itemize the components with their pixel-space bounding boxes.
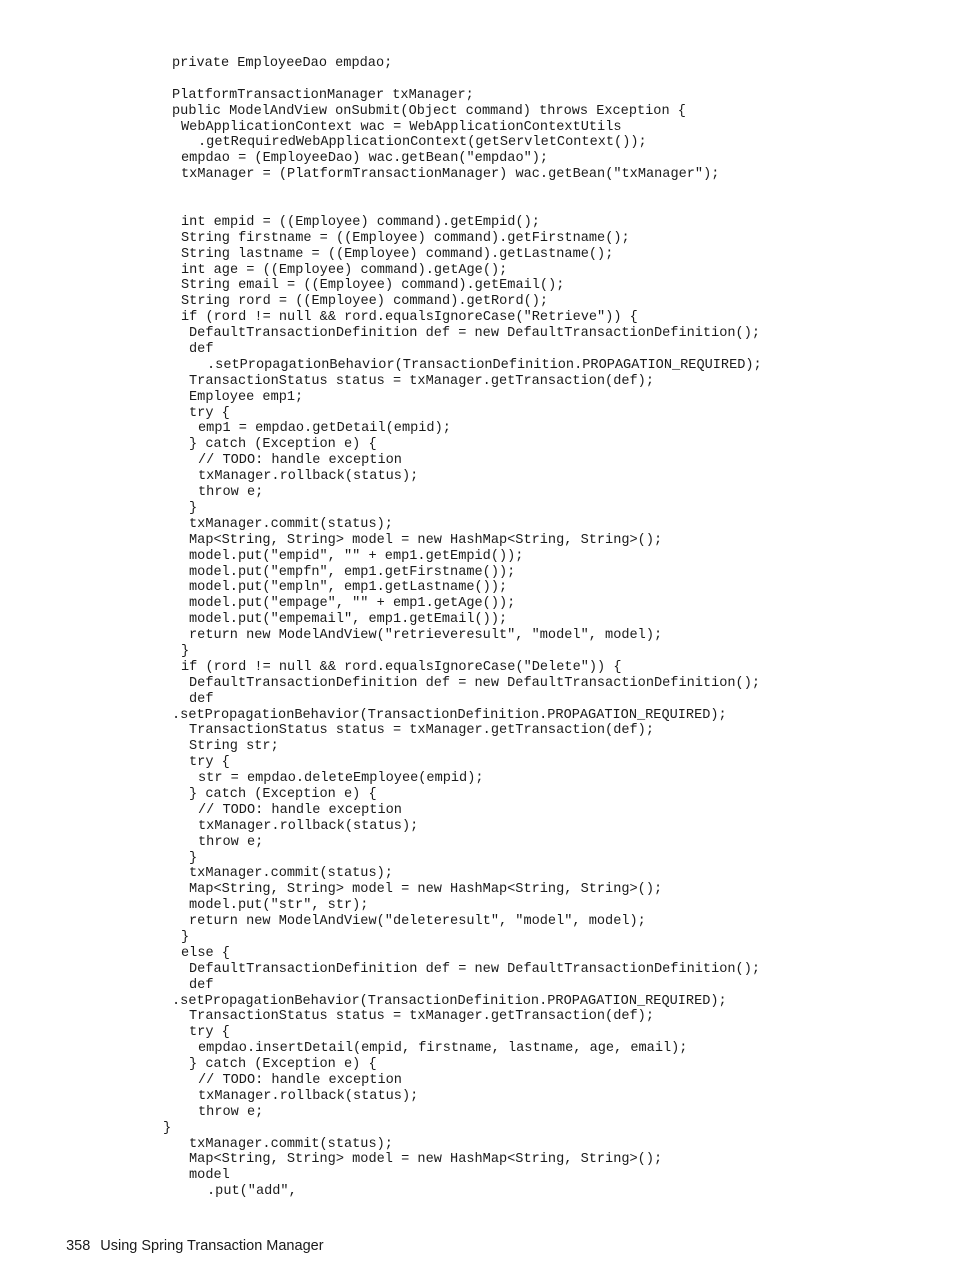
code-line: else { bbox=[181, 945, 230, 961]
code-line: if (rord != null && rord.equalsIgnoreCase("Delete")) { bbox=[181, 659, 622, 675]
code-line: def bbox=[189, 977, 214, 993]
code-line: if (rord != null && rord.equalsIgnoreCase("Retrieve")) { bbox=[181, 310, 638, 326]
code-line: String firstname = ((Employee) command).getFirstname(); bbox=[181, 230, 630, 246]
code-line: int age = ((Employee) command).getAge(); bbox=[181, 262, 508, 278]
code-line: str = empdao.deleteEmployee(empid); bbox=[198, 771, 484, 787]
code-line: .put("add", bbox=[207, 1184, 297, 1200]
code-line bbox=[0, 183, 954, 199]
code-line: String str; bbox=[189, 739, 279, 755]
page-footer bbox=[58, 1222, 324, 1254]
code-line: model.put("empemail", emp1.getEmail()); bbox=[189, 612, 508, 628]
code-line: } catch (Exception e) { bbox=[189, 1057, 377, 1073]
code-line: TransactionStatus status = txManager.getTransaction(def); bbox=[189, 723, 654, 739]
code-line: txManager.rollback(status); bbox=[198, 818, 419, 834]
code-line: try { bbox=[189, 1025, 230, 1041]
code-line: Employee emp1; bbox=[189, 389, 304, 405]
code-line: throw e; bbox=[198, 1104, 264, 1120]
code-line: // TODO: handle exception bbox=[198, 453, 402, 469]
code-line: model.put("empln", emp1.getLastname()); bbox=[189, 580, 508, 596]
code-line: txManager = (PlatformTransactionManager) wac.getBean("txManager"); bbox=[181, 167, 720, 183]
code-line: } catch (Exception e) { bbox=[189, 786, 377, 802]
code-line: txManager.rollback(status); bbox=[198, 1088, 419, 1104]
code-line: throw e; bbox=[198, 485, 264, 501]
code-line: // TODO: handle exception bbox=[198, 1073, 402, 1088]
page-number: 358 bbox=[66, 1238, 91, 1254]
code-line: TransactionStatus status = txManager.getTransaction(def); bbox=[189, 373, 654, 389]
code-line bbox=[0, 72, 954, 88]
code-line: model.put("str", str); bbox=[189, 898, 369, 914]
code-line: .setPropagationBehavior(TransactionDefinition.PROPAGATION_REQUIRED); bbox=[172, 707, 727, 723]
code-line: public ModelAndView onSubmit(Object command) throws Exception { bbox=[172, 103, 686, 119]
code-line: } bbox=[181, 929, 190, 945]
code-line: model.put("empfn", emp1.getFirstname()); bbox=[189, 564, 516, 580]
code-line: private EmployeeDao empdao; bbox=[172, 56, 393, 71]
code-line: DefaultTransactionDefinition def = new DefaultTransactionDefinition(); bbox=[189, 961, 761, 977]
code-line: emp1 = empdao.getDetail(empid); bbox=[198, 421, 451, 437]
code-line: txManager.rollback(status); bbox=[198, 469, 419, 485]
code-line: TransactionStatus status = txManager.getTransaction(def); bbox=[189, 1009, 654, 1025]
code-line: txManager.commit(status); bbox=[189, 1136, 393, 1152]
code-line: return new ModelAndView("deleteresult", "model", model); bbox=[189, 914, 646, 930]
code-line: Map<String, String> model = new HashMap<String, String>(); bbox=[189, 532, 663, 548]
code-line: model.put("empage", "" + emp1.getAge()); bbox=[189, 596, 516, 612]
code-line: .setPropagationBehavior(TransactionDefinition.PROPAGATION_REQUIRED); bbox=[207, 357, 762, 373]
code-line: txManager.commit(status); bbox=[189, 866, 393, 882]
code-line: DefaultTransactionDefinition def = new DefaultTransactionDefinition(); bbox=[189, 326, 761, 342]
code-line: } bbox=[189, 500, 198, 516]
code-line: } bbox=[163, 1120, 172, 1136]
code-line: String email = ((Employee) command).getEmail(); bbox=[181, 278, 565, 294]
code-line: .setPropagationBehavior(TransactionDefinition.PROPAGATION_REQUIRED); bbox=[172, 993, 727, 1009]
code-line: } bbox=[181, 643, 190, 659]
code-line: txManager.commit(status); bbox=[189, 516, 393, 532]
code-line: PlatformTransactionManager txManager; bbox=[172, 87, 474, 103]
code-line: Map<String, String> model = new HashMap<String, String>(); bbox=[189, 882, 663, 898]
code-line: .getRequiredWebApplicationContext(getServletContext()); bbox=[198, 135, 647, 151]
code-line: WebApplicationContext wac = WebApplicationContextUtils bbox=[181, 119, 622, 135]
code-line: } catch (Exception e) { bbox=[189, 437, 377, 453]
code-line: try { bbox=[189, 405, 230, 421]
code-line: // TODO: handle exception bbox=[198, 802, 402, 818]
section-title: Using Spring Transaction Manager bbox=[100, 1238, 324, 1254]
code-line: Map<String, String> model = new HashMap<String, String>(); bbox=[189, 1152, 663, 1168]
code-listing bbox=[0, 56, 954, 1200]
code-line: model bbox=[189, 1168, 230, 1184]
code-line: empdao = (EmployeeDao) wac.getBean("empdao"); bbox=[181, 151, 549, 167]
code-line: } bbox=[189, 850, 198, 866]
code-line: def bbox=[189, 691, 214, 707]
code-line: return new ModelAndView("retrieveresult", "model", model); bbox=[189, 628, 663, 644]
code-line: try { bbox=[189, 755, 230, 771]
code-line: String rord = ((Employee) command).getRord(); bbox=[181, 294, 549, 310]
code-line bbox=[0, 199, 954, 215]
code-line: throw e; bbox=[198, 834, 264, 850]
code-line: String lastname = ((Employee) command).getLastname(); bbox=[181, 246, 614, 262]
code-line: empdao.insertDetail(empid, firstname, lastname, age, email); bbox=[198, 1041, 688, 1057]
code-line: def bbox=[189, 342, 214, 358]
code-line: model.put("empid", "" + emp1.getEmpid()); bbox=[189, 548, 524, 564]
code-line: int empid = ((Employee) command).getEmpid(); bbox=[181, 214, 540, 230]
code-line: DefaultTransactionDefinition def = new DefaultTransactionDefinition(); bbox=[189, 675, 761, 691]
